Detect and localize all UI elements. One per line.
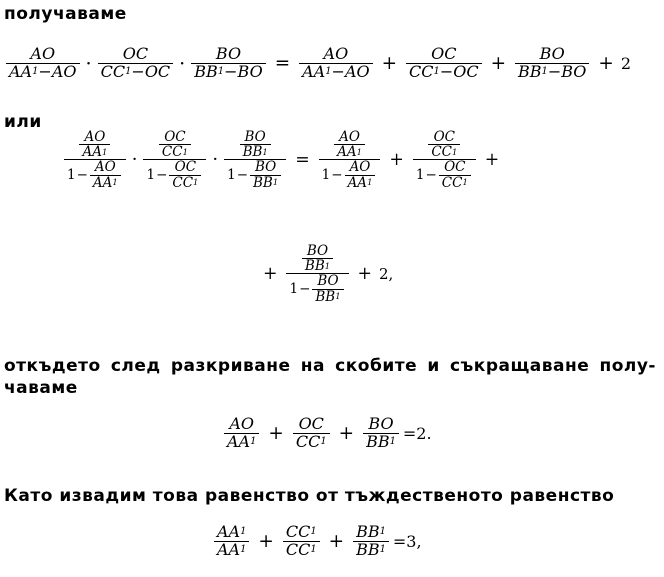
equation-identity-equals-three: AA 1 AA 1 + CC 1 CC 1 + BB 1 BB 1 = 3, — [212, 524, 422, 559]
fraction-bo-over-bb1: BO BB 1 — [363, 416, 399, 451]
compound-fraction-oc: OC CC 1 1 − OC CC 1 — [143, 130, 206, 190]
fraction-bo-over-bb1-minus-bo: BO BB 1 − BO — [515, 46, 589, 81]
text-or: или — [4, 112, 42, 132]
text-whence-continued: чаваме — [4, 378, 78, 398]
compound-fraction-oc: OC CC 1 1 − OC CC 1 — [413, 130, 476, 190]
text-subtracting: Като извадим това равенство от тъждественото равенство — [4, 486, 615, 506]
fraction-oc-over-cc1-minus-oc: OC CC 1 − OC — [98, 46, 174, 81]
text-obtain: получаваме — [4, 4, 127, 24]
fraction-oc-over-cc1: OC CC 1 — [293, 416, 330, 451]
fraction-ao-over-aa1-minus-ao: AO AA 1 − AO — [6, 46, 80, 81]
equation-sum-equals-two: AO AA 1 + OC CC 1 + BO BB 1 = 2. — [222, 416, 432, 451]
text-whence: откъдето след разкриване на скобите и съкращаване полу- — [4, 356, 656, 376]
compound-fraction-bo: BO BB 1 1 − BO BB 1 — [224, 130, 286, 190]
compound-fraction-ao: AO AA 1 1 − AO AA 1 — [64, 130, 126, 190]
fraction-ao-over-aa1: AO AA 1 — [224, 416, 259, 451]
equation-product-equals-sum: AO AA 1 − AO · OC CC 1 − OC · BO BB 1 − BO = AO AA 1 − AO + OC CC 1 − OC + BO BB 1 − BO + 2 — [4, 46, 631, 81]
equation-compound-fractions: AO AA 1 1 − AO AA 1 · OC CC 1 1 − OC CC 1 · BO BB 1 1 − BO BB 1 = AO AA 1 1 − AO AA 1 + OC CC 1 1 − OC CC 1 + — [62, 130, 506, 190]
fraction-aa1-over-aa1: AA 1 AA 1 — [214, 524, 249, 559]
fraction-ao-over-aa1-minus-ao: AO AA 1 − AO — [299, 46, 373, 81]
fraction-cc1-over-cc1: CC 1 CC 1 — [283, 524, 320, 559]
fraction-bo-over-bb1-minus-bo: BO BB 1 − BO — [191, 46, 265, 81]
equation-compound-continuation: + BO BB 1 1 − BO BB 1 + 2, — [263, 243, 394, 305]
compound-fraction-ao: AO AA 1 1 − AO AA 1 — [319, 130, 381, 190]
compound-fraction-bo: BO BB 1 1 − BO BB 1 — [286, 244, 348, 304]
fraction-oc-over-cc1-minus-oc: OC CC 1 − OC — [406, 46, 482, 81]
fraction-bb1-over-bb1: BB 1 BB 1 — [353, 524, 389, 559]
